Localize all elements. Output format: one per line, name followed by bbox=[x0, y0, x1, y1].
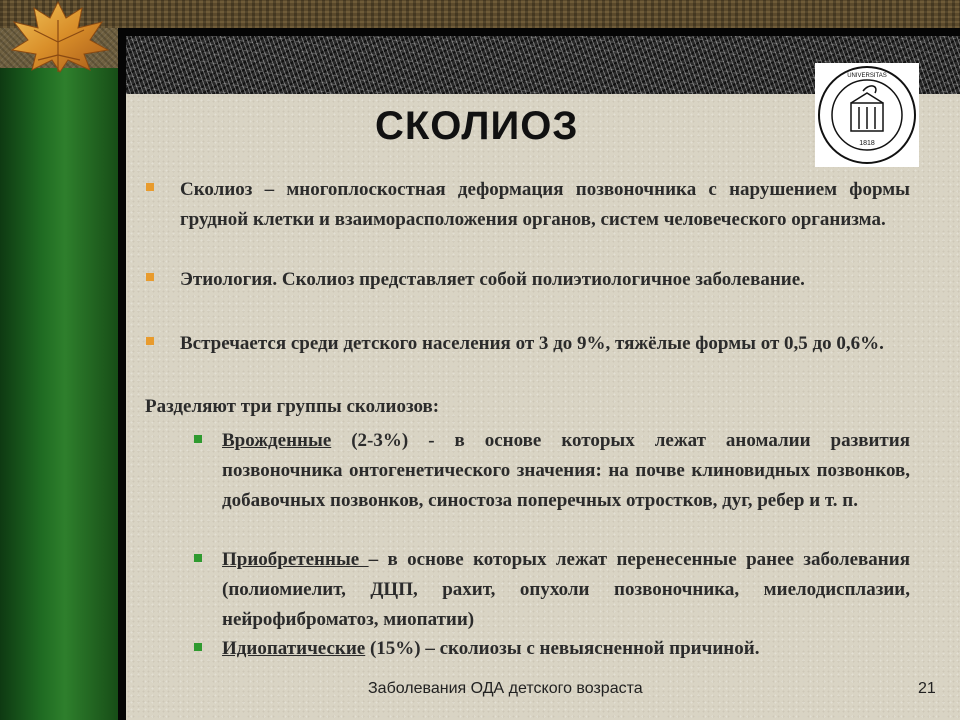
group-description: (15%) – сколиозы с невыясненной причиной. bbox=[365, 638, 760, 659]
bullet-text-prevalence: Встречается среди детского населения от 3 до 9%, тяжёлые формы от 0,5 до 0,6%. bbox=[180, 333, 884, 354]
university-seal bbox=[815, 63, 919, 167]
group-idiopathic bbox=[222, 634, 910, 664]
slide-title: СКОЛИОЗ bbox=[375, 104, 579, 148]
group-acquired bbox=[222, 545, 910, 635]
sub-bullet-marker bbox=[194, 643, 202, 651]
group-congenital bbox=[222, 426, 910, 516]
bullet-marker bbox=[146, 183, 154, 191]
group-description: (2-3%) - в основе которых лежат аномалии развития позвоночника онтогенетического значения: на почве клиновидных позвонков, добавочных позвонков, синостоза поперечных отростков, дуг, ребер и т. п. bbox=[222, 430, 910, 511]
group-description: – в основе которых лежат перенесенные ранее заболевания (полиомиелит, ДЦП, рахит, опухоли позвоночника, миелодисплазии, нейрофиброматоз, миопатии) bbox=[222, 549, 910, 630]
bullet-text-definition: Сколиоз – многоплоскостная деформация позвоночника с нарушением формы грудной клетки и взаиморасположения органов, систем человеческого организма. bbox=[180, 179, 910, 230]
green-side-bar bbox=[0, 68, 118, 720]
page-number: 21 bbox=[918, 680, 936, 697]
group-name: Приобретенные bbox=[222, 549, 369, 570]
autumn-leaf-icon bbox=[4, 0, 112, 74]
groups-heading: Разделяют три группы сколиозов: bbox=[145, 396, 440, 417]
seal-text: UNIVERSITAS bbox=[847, 73, 887, 79]
bullet-marker bbox=[146, 273, 154, 281]
bullet-text-etiology: Этиология. Сколиоз представляет собой полиэтиологичное заболевание. bbox=[180, 269, 805, 290]
sub-bullet-marker bbox=[194, 435, 202, 443]
sub-bullet-marker bbox=[194, 554, 202, 562]
slide-footer: Заболевания ОДА детского возраста bbox=[368, 680, 643, 697]
top-texture-strip bbox=[0, 0, 960, 28]
group-name: Идиопатические bbox=[222, 638, 366, 659]
bullet-marker bbox=[146, 337, 154, 345]
seal-year: 1818 bbox=[859, 140, 875, 147]
group-name: Врожденные bbox=[222, 430, 332, 451]
university-seal-icon bbox=[815, 63, 919, 167]
